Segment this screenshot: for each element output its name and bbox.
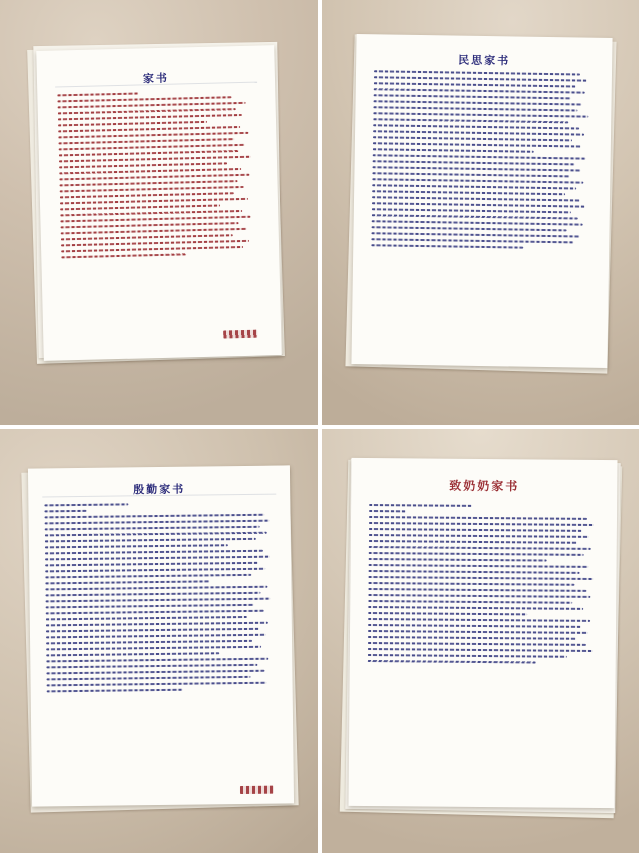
letter-body bbox=[371, 70, 598, 253]
photo-top-right bbox=[322, 0, 639, 425]
photo-top-left bbox=[0, 0, 318, 425]
signature-mark bbox=[223, 330, 257, 339]
letter-body bbox=[57, 90, 263, 263]
letter-title: 殷勤家书 bbox=[133, 483, 186, 496]
letter-title: 家书 bbox=[142, 72, 170, 86]
letter-body bbox=[367, 504, 602, 668]
signature-mark bbox=[240, 785, 274, 793]
letter-title: 致奶奶家书 bbox=[448, 478, 519, 493]
letter-page bbox=[36, 45, 282, 361]
letter-page bbox=[28, 465, 294, 806]
letter-title: 民思家书 bbox=[457, 54, 510, 68]
photo-bottom-left bbox=[0, 429, 318, 853]
letter-page bbox=[351, 34, 612, 368]
photo-bottom-right bbox=[322, 429, 639, 853]
letter-body bbox=[44, 501, 280, 696]
letter-page bbox=[348, 457, 617, 807]
